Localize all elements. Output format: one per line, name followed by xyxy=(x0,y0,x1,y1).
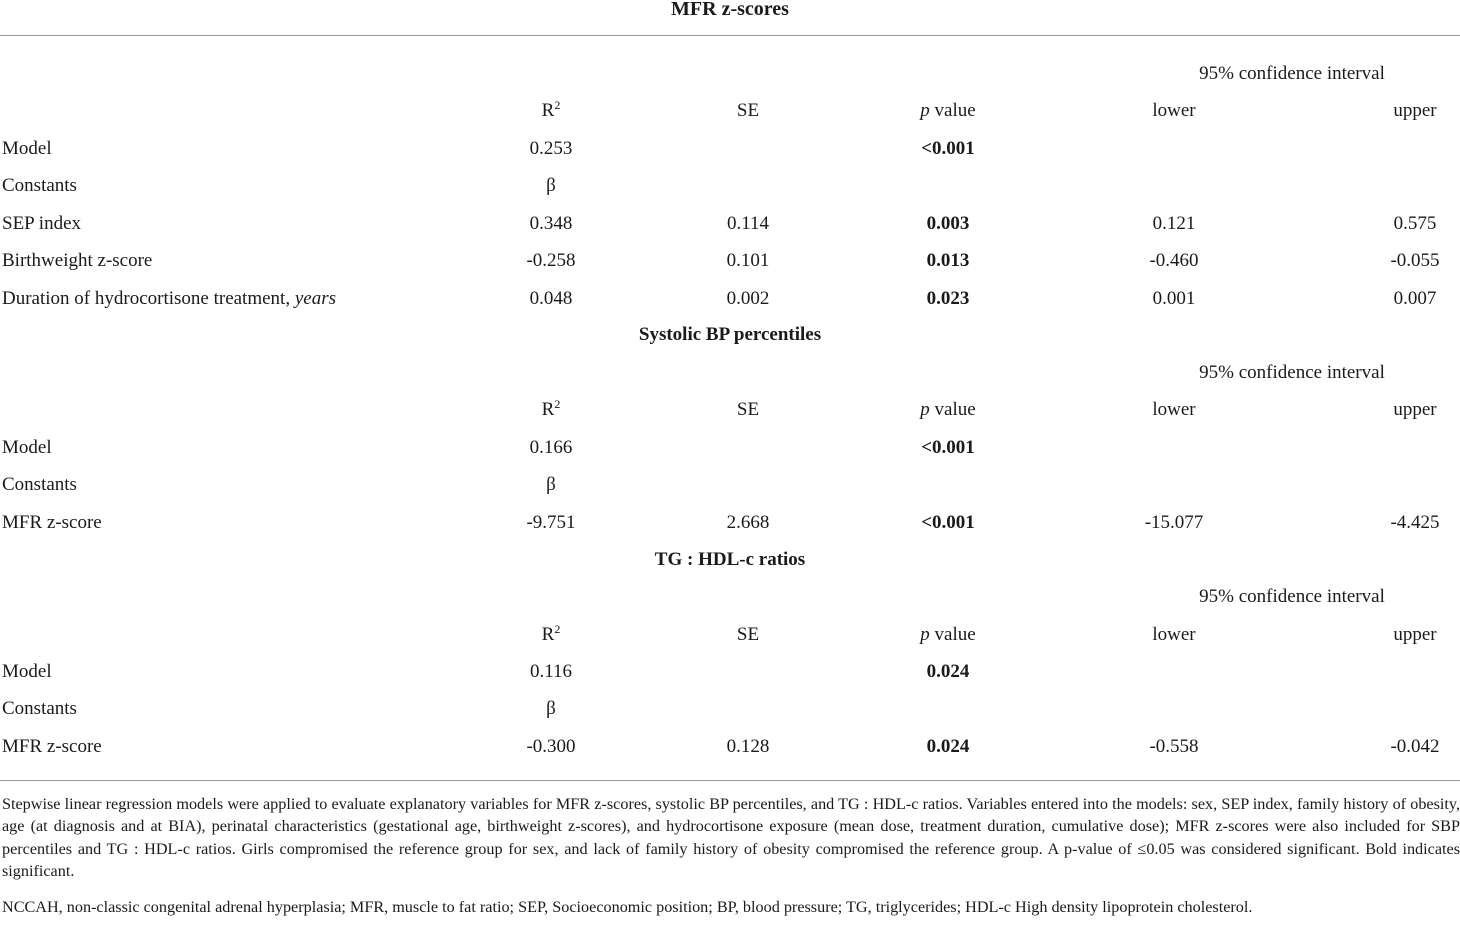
row-p: 0.024 xyxy=(926,736,970,757)
ci-header: 95% confidence interval xyxy=(1199,63,1385,84)
row-lower: -15.077 xyxy=(1144,512,1204,533)
row-se: 0.128 xyxy=(726,736,770,757)
section-title-sbp: Systolic BP percentiles xyxy=(638,324,822,345)
upper-header: upper xyxy=(1393,100,1437,121)
beta-symbol: β xyxy=(546,698,556,719)
row-label: SEP index xyxy=(2,213,81,234)
row-beta: 0.048 xyxy=(529,288,573,309)
section-title-mfr: MFR z-scores xyxy=(671,0,789,20)
row-beta: -0.258 xyxy=(526,250,576,271)
row-upper: 0.007 xyxy=(1393,288,1437,309)
row-se: 0.114 xyxy=(726,213,770,234)
table-footnote: Stepwise linear regression models were applied to evaluate explanatory variables for MFR z-scores, systolic BP percentiles, and TG : HDL-c ratios. Variables entered into the models: sex, SEP index, family history of obesity, age (at diagnosis and at BIA), perinatal characteristics (gestational age, birthweight z-scores), and hydrocortisone exposure (mean dose, treatment duration, cumulative dose); MFR z-scores were also included for SBP percentiles and TG : HDL-c ratios. Girls compromised the reference group for sex, and lack of family history of obesity compromised the reference group. A p-value of ≤0.05 was considered significant. Bold indicates significant. xyxy=(2,795,1460,880)
row-beta: 0.348 xyxy=(529,213,573,234)
row-p: 0.013 xyxy=(926,250,970,271)
r2-header: $R^2$ xyxy=(541,397,561,420)
abbreviations-footnote: NCCAH, non-classic congenital adrenal hyperplasia; MFR, muscle to fat ratio; SEP, Socioeconomic position; BP, blood pressure; TG, triglycerides; HDL-c High density lipoprotein cholesterol. xyxy=(2,898,1253,916)
se-header: SE xyxy=(736,399,760,420)
model-r2: 0.166 xyxy=(529,437,573,458)
row-lower: 0.001 xyxy=(1152,288,1196,309)
model-label: Model xyxy=(2,138,52,159)
row-upper: -0.042 xyxy=(1390,736,1440,757)
row-se: 0.101 xyxy=(726,250,770,271)
p-value-header: p value xyxy=(920,100,976,121)
p-value-header: p value xyxy=(920,399,976,420)
ci-header: 95% confidence interval xyxy=(1199,362,1385,383)
model-p: 0.024 xyxy=(926,661,970,682)
model-p: <0.001 xyxy=(921,138,975,159)
lower-header: lower xyxy=(1152,624,1196,645)
row-upper: -0.055 xyxy=(1390,250,1440,271)
r2-header: $R^2$ xyxy=(541,622,561,645)
model-r2: 0.253 xyxy=(529,138,573,159)
constants-label: Constants xyxy=(2,698,77,719)
model-label: Model xyxy=(2,661,52,682)
footer-rule xyxy=(0,780,1460,781)
row-upper: 0.575 xyxy=(1393,213,1437,234)
r2-header: $R^2$ xyxy=(541,98,561,121)
row-label: Duration of hydrocortisone treatment, years xyxy=(2,288,336,309)
beta-symbol: β xyxy=(546,175,556,196)
row-label: Birthweight z-score xyxy=(2,250,153,271)
row-beta: -0.300 xyxy=(526,736,576,757)
row-se: 2.668 xyxy=(726,512,770,533)
row-lower: 0.121 xyxy=(1152,213,1196,234)
upper-header: upper xyxy=(1393,624,1437,645)
row-beta: -9.751 xyxy=(526,512,576,533)
row-p: <0.001 xyxy=(921,512,975,533)
se-header: SE xyxy=(736,624,760,645)
row-p: 0.003 xyxy=(926,213,970,234)
constants-label: Constants xyxy=(2,175,77,196)
model-label: Model xyxy=(2,437,52,458)
row-lower: -0.558 xyxy=(1149,736,1199,757)
lower-header: lower xyxy=(1152,399,1196,420)
beta-symbol: β xyxy=(546,474,556,495)
row-p: 0.023 xyxy=(926,288,970,309)
section-title-tg-hdl: TG : HDL-c ratios xyxy=(654,549,806,570)
row-label: MFR z-score xyxy=(2,736,102,757)
row-label: MFR z-score xyxy=(2,512,102,533)
row-se: 0.002 xyxy=(726,288,770,309)
upper-header: upper xyxy=(1393,399,1437,420)
title-rule xyxy=(0,35,1460,36)
lower-header: lower xyxy=(1152,100,1196,121)
se-header: SE xyxy=(736,100,760,121)
constants-label: Constants xyxy=(2,474,77,495)
row-upper: -4.425 xyxy=(1390,512,1440,533)
ci-header: 95% confidence interval xyxy=(1199,586,1385,607)
p-value-header: p value xyxy=(920,624,976,645)
model-r2: 0.116 xyxy=(529,661,573,682)
model-p: <0.001 xyxy=(921,437,975,458)
row-lower: -0.460 xyxy=(1149,250,1199,271)
